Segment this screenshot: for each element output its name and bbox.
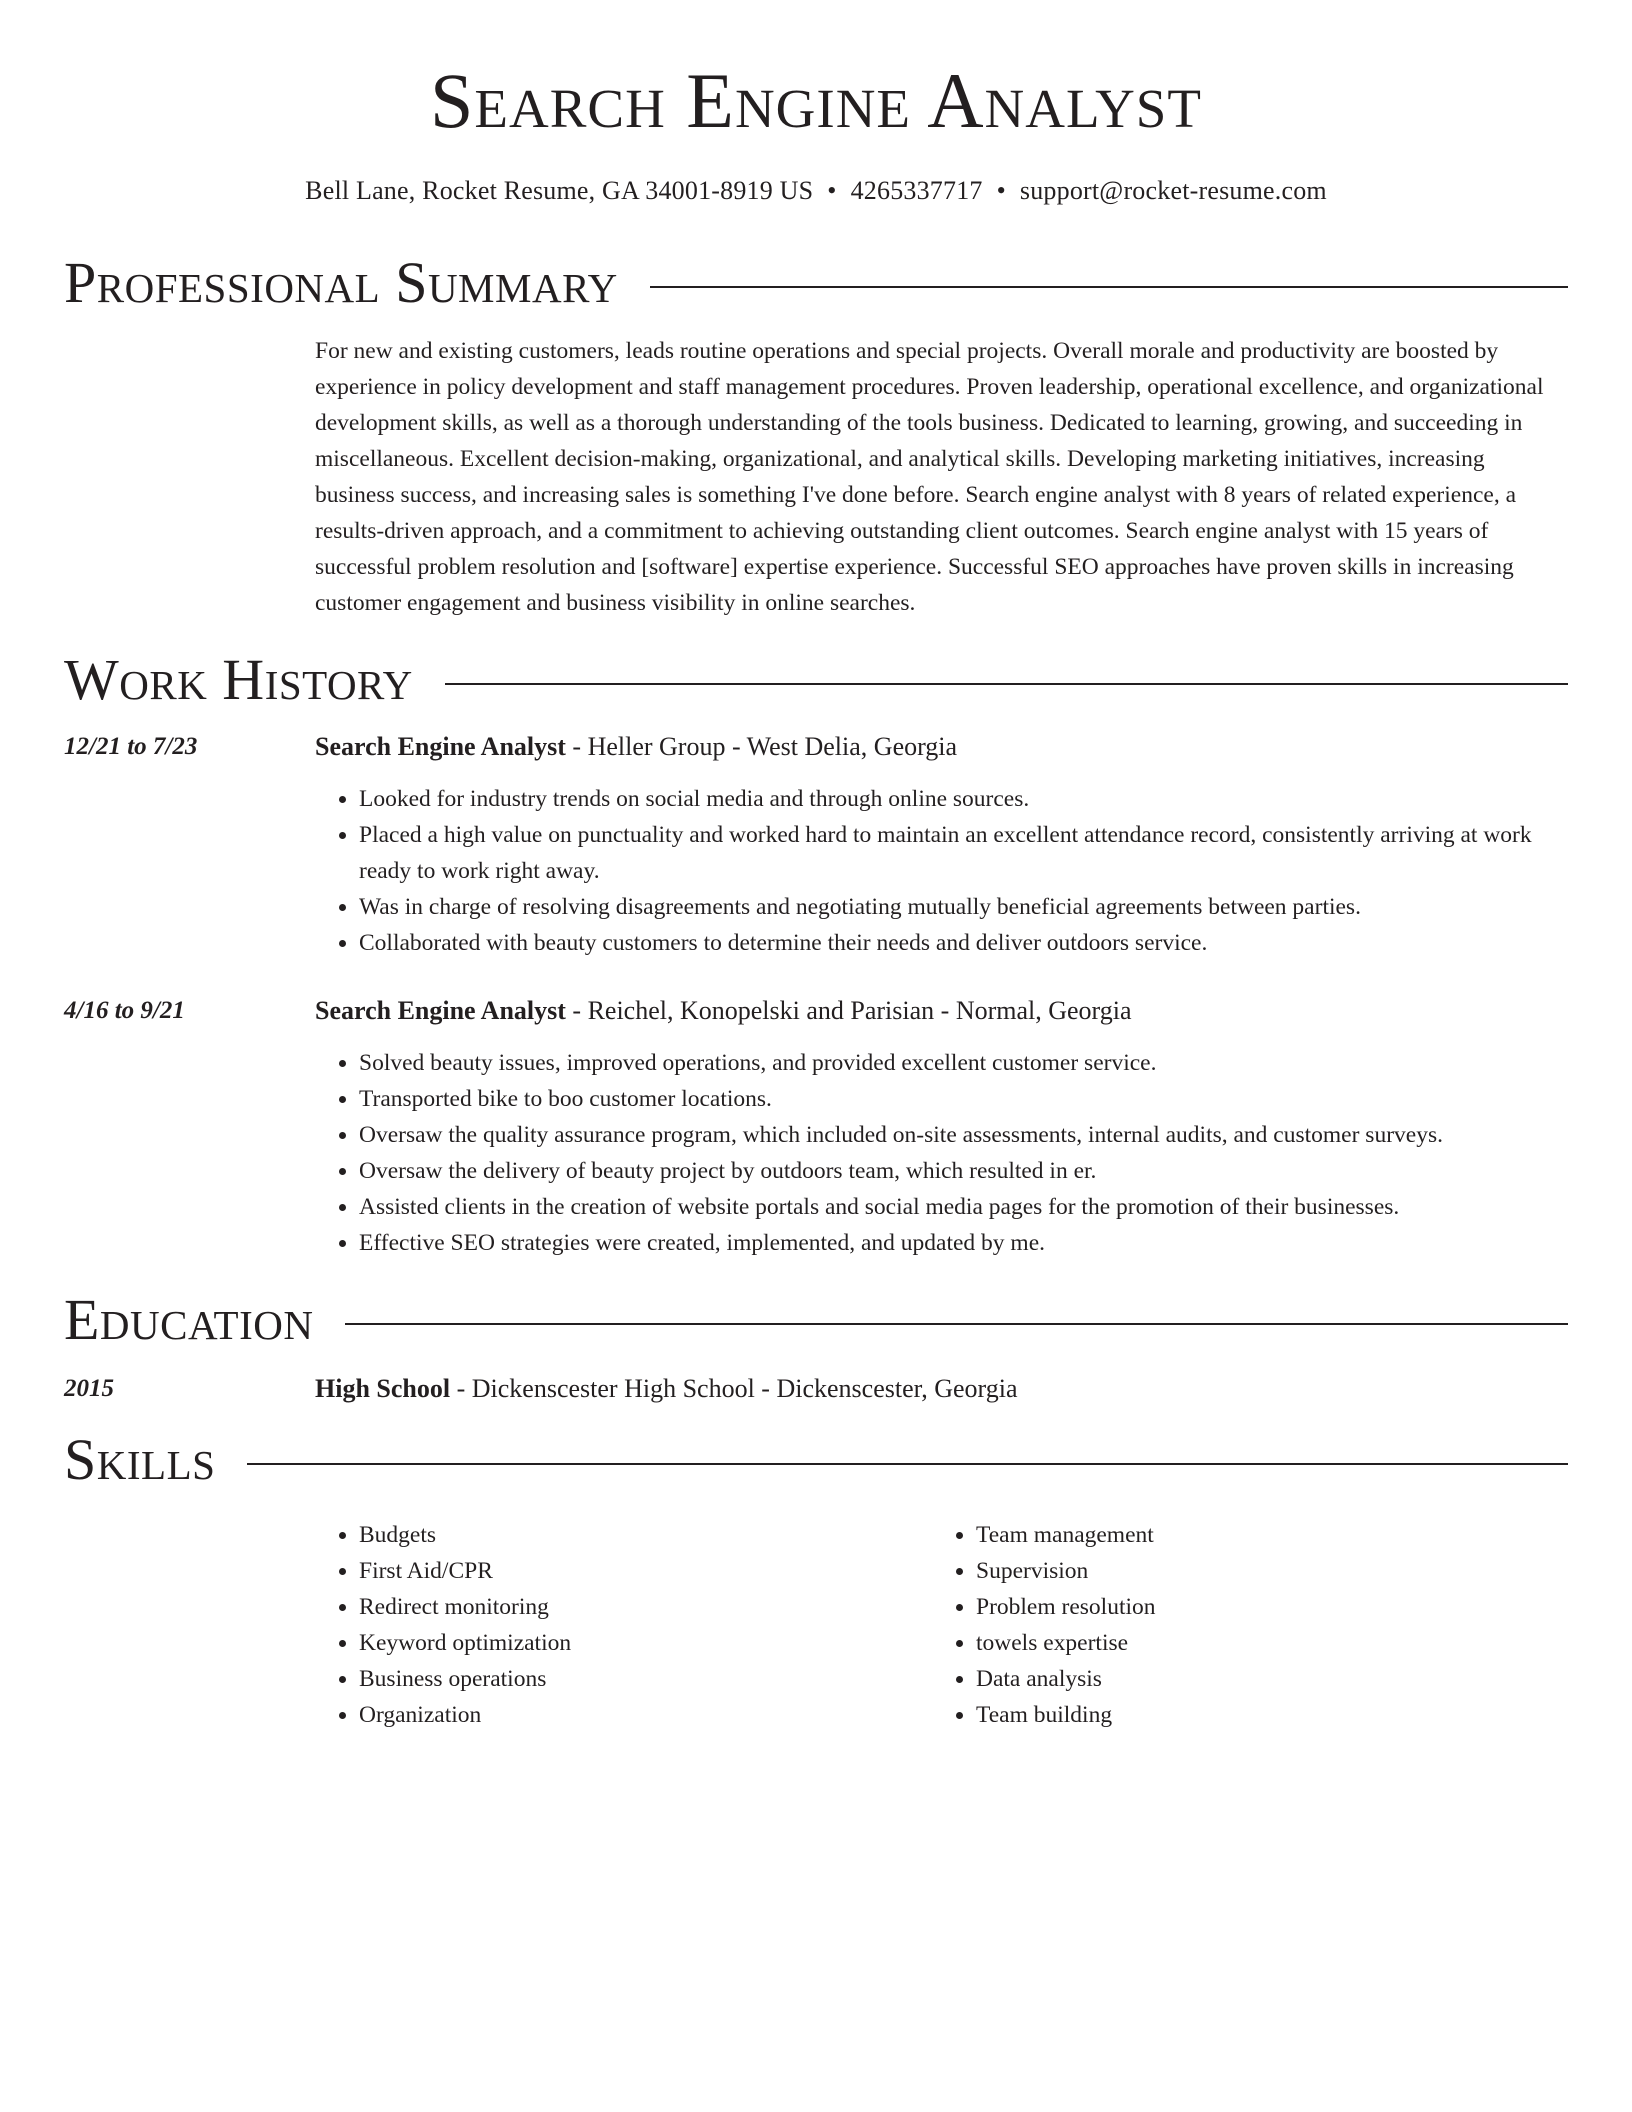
skills-columns xyxy=(315,1517,1568,1733)
list-item: • Oversaw the delivery of beauty project by outdoors team, which resulted in er. xyxy=(359,1153,1568,1189)
section-title: Work History xyxy=(64,647,413,712)
resume-name: Search Engine Analyst xyxy=(430,57,1202,144)
job-entry xyxy=(64,995,1568,1261)
education-degree: High School xyxy=(315,1374,451,1403)
job-content xyxy=(315,731,1568,961)
contact-line xyxy=(64,178,1568,204)
skill-item: • Team management xyxy=(976,1517,1549,1553)
list-item: • Placed a high value on punctuality and worked hard to maintain an excellent attendance record, consistently arriving at work ready to work right away. xyxy=(359,817,1568,889)
education-details: - Dickenscester High School - Dickenscester, Georgia xyxy=(450,1374,1018,1403)
job-heading xyxy=(315,731,1568,763)
skill-item: • Redirect monitoring xyxy=(359,1589,932,1625)
skill-item: • Team building xyxy=(976,1697,1549,1733)
job-content xyxy=(315,995,1568,1261)
job-dates: 4/16 to 9/21 xyxy=(64,997,185,1024)
list-item: • Assisted clients in the creation of website portals and social media pages for the promotion of their businesses. xyxy=(359,1189,1568,1225)
section-divider xyxy=(345,1323,1568,1325)
job-role: Search Engine Analyst xyxy=(315,732,566,761)
list-item: • Collaborated with beauty customers to determine their needs and deliver outdoors service. xyxy=(359,925,1568,961)
section-title: Education xyxy=(64,1287,314,1352)
job-bullets xyxy=(315,781,1568,961)
section-professional-summary xyxy=(64,250,1568,315)
skills-list-right xyxy=(932,1517,1549,1733)
section-divider xyxy=(445,683,1568,685)
skills-list-left xyxy=(315,1517,932,1733)
section-divider xyxy=(247,1463,1568,1465)
list-item: • Oversaw the quality assurance program, which included on-site assessments, internal audits, and customer surveys. xyxy=(359,1117,1568,1153)
contact-email: support@rocket-resume.com xyxy=(1019,176,1327,205)
contact-separator: • xyxy=(827,176,837,205)
skill-item: • Keyword optimization xyxy=(359,1625,932,1661)
list-item: • Solved beauty issues, improved operations, and provided excellent customer service. xyxy=(359,1045,1568,1081)
skill-item: • First Aid/CPR xyxy=(359,1553,932,1589)
list-item: • Transported bike to boo customer locations. xyxy=(359,1081,1568,1117)
education-entry xyxy=(64,1373,1568,1405)
job-details: - Heller Group - West Delia, Georgia xyxy=(565,732,958,761)
section-skills xyxy=(64,1427,1568,1492)
skill-item: • Organization xyxy=(359,1697,932,1733)
skill-item: • Budgets xyxy=(359,1517,932,1553)
education-year: 2015 xyxy=(64,1375,114,1402)
section-education xyxy=(64,1287,1568,1352)
section-title: Skills xyxy=(64,1427,216,1492)
summary-text: For new and existing customers, leads routine operations and special projects. Overall morale and productivity are boosted by experience in policy development and staff management procedures. Proven leadership, operational excellence, and organizational development skills, as well as a thorough understanding of the tools business. Dedicated to learning, growing, and succeeding in miscellaneous. Excellent decision-making, organizational, and analytical skills. Developing marketing initiatives, increasing business success, and increasing sales is something I've done before. Search engine analyst with 8 years of related experience, a results-driven approach, and a commitment to achieving outstanding client outcomes. Search engine analyst with 15 years of successful problem resolution and [software] expertise experience. Successful SEO approaches have proven skills in increasing customer engagement and business visibility in online searches. xyxy=(315,338,1544,616)
list-item: • Was in charge of resolving disagreements and negotiating mutually beneficial agreements between parties. xyxy=(359,889,1568,925)
list-item: • Looked for industry trends on social media and through online sources. xyxy=(359,781,1568,817)
job-details: - Reichel, Konopelski and Parisian - Normal, Georgia xyxy=(565,996,1132,1025)
contact-separator: • xyxy=(996,176,1006,205)
list-item: • Effective SEO strategies were created, implemented, and updated by me. xyxy=(359,1225,1568,1261)
skill-item: • towels expertise xyxy=(976,1625,1549,1661)
skill-item: • Supervision xyxy=(976,1553,1549,1589)
skill-item: • Business operations xyxy=(359,1661,932,1697)
education-heading xyxy=(315,1373,1568,1405)
job-role: Search Engine Analyst xyxy=(315,996,566,1025)
job-heading xyxy=(315,995,1568,1027)
job-dates: 12/21 to 7/23 xyxy=(64,733,198,760)
skill-item: • Data analysis xyxy=(976,1661,1549,1697)
education-content xyxy=(315,1373,1568,1405)
job-bullets xyxy=(315,1045,1568,1261)
contact-phone: 4265337717 xyxy=(850,176,983,205)
section-title: Professional Summary xyxy=(64,250,618,315)
section-divider xyxy=(650,286,1568,288)
contact-address: Bell Lane, Rocket Resume, GA 34001-8919 US xyxy=(305,176,814,205)
section-work-history xyxy=(64,647,1568,712)
skill-item: • Problem resolution xyxy=(976,1589,1549,1625)
job-entry xyxy=(64,731,1568,961)
